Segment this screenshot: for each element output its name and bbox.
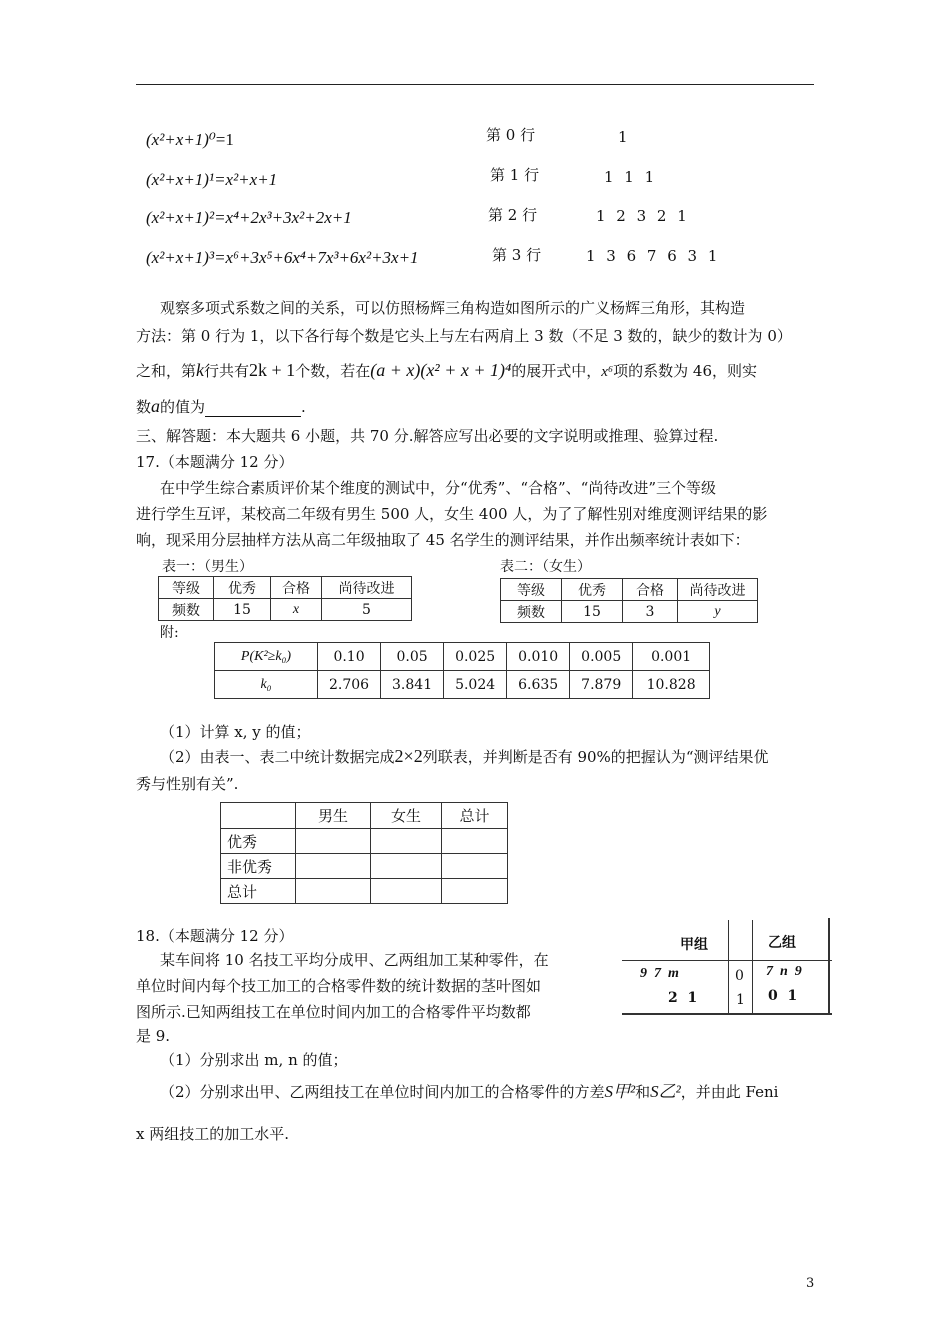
stem-leaf-header-rule [622,960,832,961]
table4-empty-cell [371,829,442,854]
group-jia-header: 甲组 [680,937,708,953]
stem-leaf-edge [828,918,830,1014]
table4-header-cell: 男生 [296,803,371,829]
stem-row-2: 1 [736,992,745,1008]
row-label-1: 第 1 行 [490,166,540,184]
q17-sub-2: （2）由表一、表二中统计数据完成2×2列联表，并判断是否有 90%的把握认为“测评结果优 [160,746,769,766]
formula-row-0: (x²+x+1)⁰=1 [146,130,234,149]
table2-caption: 表二：（女生） [500,559,591,575]
q16-line-1: 观察多项式系数之间的关系，可以仿照杨辉三角构造如图所示的广义杨辉三角形，其构造 [160,299,746,317]
row-label-0: 第 0 行 [486,126,536,144]
table3-critical-values [214,642,710,699]
appendix-label: 附: [160,625,179,641]
q18-para-2: 单位时间内每个技工加工的合格零件数的统计数据的茎叶图如 [136,977,542,995]
formula-row-2: (x²+x+1)²=x⁴+2x³+3x²+2x+1 [146,208,352,227]
table4-empty-cell [296,879,371,904]
table4-empty-cell [442,879,508,904]
table2-header-cell: 等级 [501,579,562,601]
table4-header-cell: 女生 [371,803,442,829]
q17-sub-1: （1）计算 x, y 的值； [160,723,311,741]
q17-sub-2-cont: 秀与性别有关”. [136,775,239,793]
q18-para-4: 是 9. [136,1027,171,1045]
q18-title: 18.（本题满分 12 分） [136,927,294,945]
table1-header-cell: 等级 [159,577,214,599]
table3-row1-label: P(K²≥k₀) [215,643,318,671]
formula-row-1: (x²+x+1)¹=x²+x+1 [146,170,278,189]
table1-caption: 表一：（男生） [162,559,253,575]
leaf-yi-row-2: 0 1 [768,988,798,1004]
page-number: 3 [806,1276,815,1291]
table3-cell: 7.879 [570,671,633,699]
q17-para-3: 响，现采用分层抽样方法从高二年级抽取了 45 名学生的测评结果，并作出频率统计表如下： [136,531,750,549]
table2-cell: 频数 [501,601,562,623]
table4-empty-cell [296,829,371,854]
coef-row-1: 1 1 1 [604,168,658,186]
table1-header-cell: 合格 [271,577,322,599]
stem-leaf-plot [622,918,832,1016]
table2-cell: y [678,601,758,623]
table4-row-label: 优秀 [221,829,296,854]
table3-cell: 0.025 [444,643,507,671]
table3-cell: 0.010 [507,643,570,671]
table4-row-label: 总计 [221,879,296,904]
row-label-3: 第 3 行 [492,246,542,264]
table1-header-cell: 尚待改进 [322,577,412,599]
table1-male [158,576,412,621]
table3-cell: 10.828 [633,671,710,699]
table4-empty-cell [442,854,508,879]
table4-row-label: 非优秀 [221,854,296,879]
table3-cell: 0.005 [570,643,633,671]
q18-para-3: 图所示.已知两组技工在单位时间内加工的合格零件平均数都 [136,1003,531,1021]
table3-row2-label: k₀ [215,671,318,699]
table2-header-cell: 合格 [623,579,678,601]
table4-empty-cell [296,854,371,879]
table1-cell: 频数 [159,599,214,621]
leaf-jia-row-1: 9 7 m [640,966,679,981]
table4-empty-cell [371,879,442,904]
answer-blank [205,400,301,417]
q16-line-3: 之和，第k行共有2k + 1个数，若在(a + x)(x² + x + 1)⁴的展开式中，x⁶项的系数为 46，则实 [136,360,757,380]
formula-row-3: (x²+x+1)³=x⁶+3x⁵+6x⁴+7x³+6x²+3x+1 [146,248,419,267]
table3-cell: 5.024 [444,671,507,699]
row-label-2: 第 2 行 [488,206,538,224]
stem-leaf-bottom-rule [622,1013,832,1015]
table4-empty-cell [442,829,508,854]
table2-cell: 3 [623,601,678,623]
q16-line-4: 数a的值为 . [136,396,306,416]
coef-row-0: 1 [618,128,631,146]
table3-cell: 0.10 [318,643,381,671]
table3-cell: 2.706 [318,671,381,699]
table2-female [500,578,758,623]
table4-contingency [220,802,508,904]
table4-header-cell: 总计 [442,803,508,829]
stem-leaf-divider-left [728,920,729,1014]
group-yi-header: 乙组 [768,935,796,951]
section-3-heading: 三、解答题：本大题共 6 小题，共 70 分.解答应写出必要的文字说明或推理、验算过程. [136,427,719,445]
coef-row-3: 1 3 6 7 6 3 1 [586,247,721,265]
stem-row-1: 0 [735,968,744,984]
table1-header-cell: 优秀 [214,577,271,599]
table3-cell: 0.001 [633,643,710,671]
q18-sub-2: （2）分别求出甲、乙两组技工在单位时间内加工的合格零件的方差S甲²和S乙²，并由此 Feni [160,1082,779,1101]
q17-para-2: 进行学生互评，某校高二年级有男生 500 人，女生 400 人，为了了解性别对维度测评结果的影 [136,505,768,523]
table4-empty-cell [371,854,442,879]
q18-sub-1: （1）分别求出 m, n 的值； [160,1051,348,1069]
q16-line-2: 方法：第 0 行为 1，以下各行每个数是它头上与左右两肩上 3 数（不足 3 数的，缺少的数计为 0） [136,327,792,345]
table3-cell: 0.05 [381,643,444,671]
table3-cell: 3.841 [381,671,444,699]
leaf-jia-row-2: 2 1 [668,990,698,1006]
table2-cell: 15 [562,601,623,623]
table1-cell: 5 [322,599,412,621]
leaf-yi-row-1: 7 n 9 [766,964,802,979]
table2-header-cell: 优秀 [562,579,623,601]
table4-corner [221,803,296,829]
q18-para-1: 某车间将 10 名技工平均分成甲、乙两组加工某种零件，在 [160,951,549,969]
header-rule [136,84,814,85]
coef-row-2: 1 2 3 2 1 [596,207,690,225]
table1-cell: 15 [214,599,271,621]
table3-cell: 6.635 [507,671,570,699]
stem-leaf-divider-right [752,920,753,1014]
q18-sub-2-cont: x 两组技工的加工水平. [136,1125,289,1143]
table2-header-cell: 尚待改进 [678,579,758,601]
table1-cell: x [271,599,322,621]
q17-para-1: 在中学生综合素质评价某个维度的测试中，分“优秀”、“合格”、“尚待改进”三个等级 [160,479,717,497]
q17-title: 17.（本题满分 12 分） [136,453,294,471]
